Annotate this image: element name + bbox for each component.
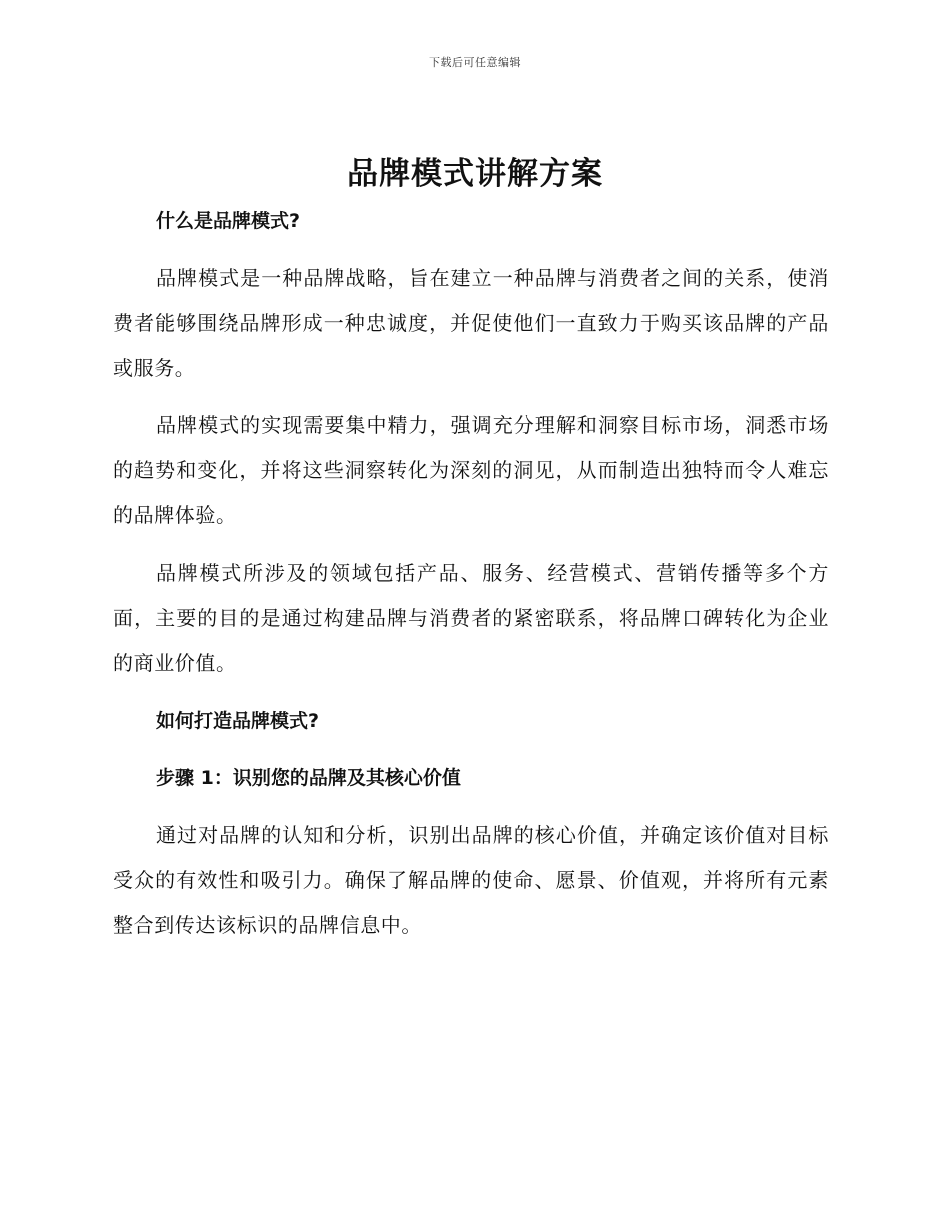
paragraph-step1: 通过对品牌的认知和分析，识别出品牌的核心价值，并确定该价值对目标受众的有效性和吸引力。确保了解品牌的使命、愿景、价值观，并将所有元素整合到传达该标识的品牌信息中。 xyxy=(113,823,829,937)
page-header: 下载后可任意编辑 xyxy=(429,56,521,69)
section-heading-how-to: 如何打造品牌模式? xyxy=(156,710,320,732)
document-title: 品牌模式讲解方案 xyxy=(347,156,603,192)
paragraph-scope: 品牌模式所涉及的领域包括产品、服务、经营模式、营销传播等多个方面，主要的目的是通过构建品牌与消费者的紧密联系，将品牌口碑转化为企业的商业价值。 xyxy=(113,561,829,675)
section-heading-what-is: 什么是品牌模式? xyxy=(156,210,301,232)
paragraph-implementation: 品牌模式的实现需要集中精力，强调充分理解和洞察目标市场，洞悉市场的趋势和变化，并将这些洞察转化为深刻的洞见，从而制造出独特而令人难忘的品牌体验。 xyxy=(113,413,829,527)
paragraph-definition: 品牌模式是一种品牌战略，旨在建立一种品牌与消费者之间的关系，使消费者能够围绕品牌形成一种忠诚度，并促使他们一直致力于购买该品牌的产品或服务。 xyxy=(113,266,829,380)
step1-heading: 步骤 1：识别您的品牌及其核心价值 xyxy=(156,767,461,789)
